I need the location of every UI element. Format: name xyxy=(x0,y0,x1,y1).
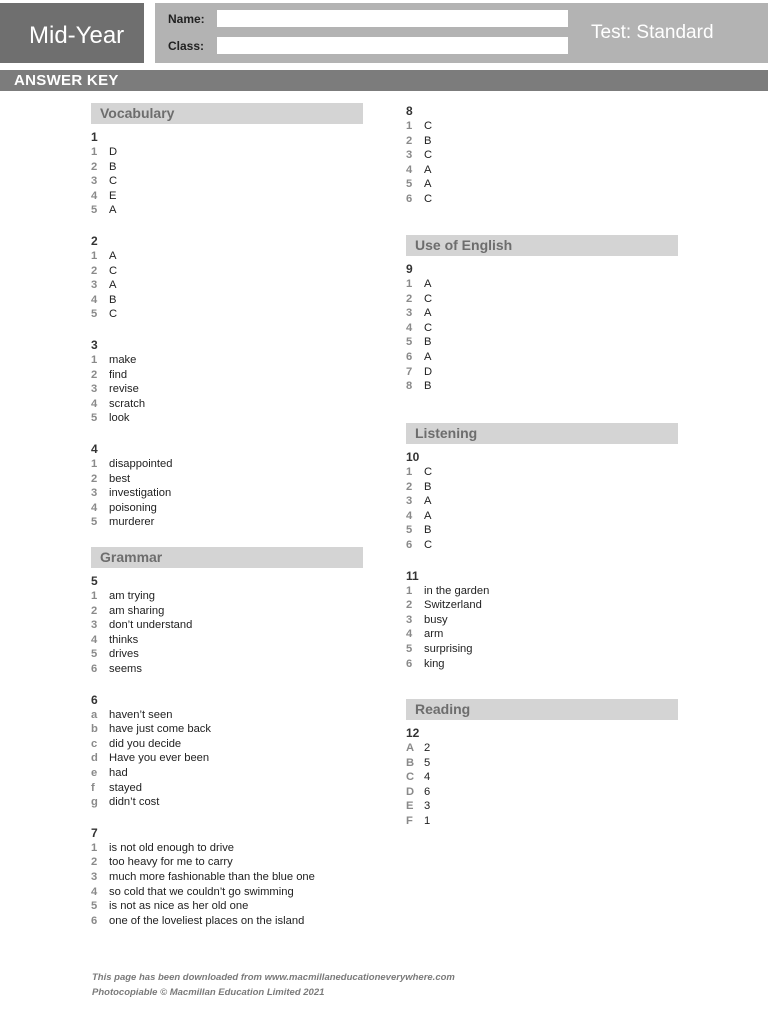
answer-text: C xyxy=(424,321,433,334)
question-group xyxy=(91,574,363,677)
answer-row xyxy=(91,618,363,633)
answer-row xyxy=(406,598,678,613)
item-label: 2 xyxy=(91,264,98,277)
item-label: 5 xyxy=(91,900,98,913)
item-label: 5 xyxy=(91,412,98,425)
answer-text: 4 xyxy=(424,771,431,784)
title-tab xyxy=(0,3,144,63)
answer-text: am sharing xyxy=(109,604,165,617)
answer-text: B xyxy=(424,336,432,349)
answer-row xyxy=(406,584,678,599)
answer-row xyxy=(91,722,363,737)
item-label: C xyxy=(406,771,415,784)
answer-text: A xyxy=(424,278,432,290)
item-label: 1 xyxy=(91,457,98,470)
answer-text: don’t understand xyxy=(109,619,193,632)
answer-row xyxy=(91,515,363,530)
answer-text: didn’t cost xyxy=(109,796,160,809)
question-number: 2 xyxy=(91,233,98,248)
item-label: 3 xyxy=(406,495,413,508)
answer-text: B xyxy=(109,293,117,306)
answer-text: Have you ever been xyxy=(109,752,210,765)
item-label: 2 xyxy=(91,368,98,381)
answer-text: stayed xyxy=(109,781,142,794)
answer-text: am trying xyxy=(109,590,156,602)
answer-text: 6 xyxy=(424,785,431,798)
question-group xyxy=(406,450,678,553)
footer-download-note: This page has been downloaded from www.macmillaneducationeverywhere.com xyxy=(92,972,455,983)
answer-text: C xyxy=(424,292,433,305)
item-label: 2 xyxy=(406,292,413,305)
question-number: 1 xyxy=(91,130,98,144)
answer-row xyxy=(406,785,678,800)
item-label: 2 xyxy=(91,604,98,617)
item-label: 1 xyxy=(406,120,413,132)
question-number: 3 xyxy=(91,337,98,352)
item-label: 1 xyxy=(91,841,98,854)
item-label: 2 xyxy=(91,856,98,869)
item-label: 6 xyxy=(406,657,413,670)
answer-row xyxy=(91,486,363,501)
item-label: 4 xyxy=(406,628,413,641)
question-group xyxy=(91,442,363,530)
item-label: 1 xyxy=(91,249,98,262)
question-group xyxy=(91,338,363,426)
answer-row xyxy=(91,457,363,472)
answer-row xyxy=(406,657,678,672)
item-label: 4 xyxy=(91,885,98,898)
answer-row xyxy=(91,855,363,870)
answer-text: 2 xyxy=(424,742,431,754)
item-label: 6 xyxy=(91,914,98,927)
answer-text: best xyxy=(109,472,131,485)
answer-row xyxy=(406,119,678,134)
name-label: Name: xyxy=(168,12,205,26)
page-title: Mid-Year xyxy=(29,22,125,49)
answer-text: C xyxy=(424,192,433,205)
question-number: 8 xyxy=(406,104,413,118)
item-label: 5 xyxy=(91,648,98,661)
answer-row xyxy=(406,509,678,524)
answer-text: have just come back xyxy=(109,723,211,736)
item-label: f xyxy=(91,781,95,794)
answer-text: B xyxy=(424,524,432,537)
answer-row xyxy=(91,633,363,648)
answer-row xyxy=(406,799,678,814)
answer-row xyxy=(91,841,363,856)
answer-text: so cold that we couldn’t go swimming xyxy=(109,885,294,898)
section-use-of-english xyxy=(406,235,678,410)
answer-row xyxy=(91,353,363,368)
item-label: g xyxy=(91,796,98,809)
answer-row xyxy=(406,494,678,509)
item-label: 4 xyxy=(91,189,98,202)
item-label: 6 xyxy=(406,192,413,205)
answer-text: C xyxy=(109,308,118,321)
answer-text: surprising xyxy=(424,642,473,655)
answer-text: 5 xyxy=(424,756,431,769)
item-label: 3 xyxy=(91,383,98,396)
section-reading xyxy=(406,699,678,845)
answer-row xyxy=(406,163,678,178)
question-group xyxy=(406,569,678,672)
answer-key-banner xyxy=(0,70,768,91)
item-label: 3 xyxy=(91,619,98,632)
item-label: 3 xyxy=(406,307,413,320)
answer-row xyxy=(91,145,363,160)
answer-text: revise xyxy=(109,383,139,396)
class-field[interactable] xyxy=(217,37,568,54)
answer-text: C xyxy=(109,264,118,277)
answer-text: C xyxy=(424,120,433,132)
question-group xyxy=(91,130,363,218)
answer-row xyxy=(406,277,678,292)
section-heading: Reading xyxy=(406,699,678,720)
answer-row xyxy=(91,397,363,412)
item-label: 3 xyxy=(406,613,413,626)
answer-text: is not old enough to drive xyxy=(109,841,235,854)
answer-row xyxy=(91,766,363,781)
answer-text: A xyxy=(424,307,432,320)
item-label: 4 xyxy=(91,633,98,646)
answer-text: A xyxy=(424,163,432,176)
item-label: 8 xyxy=(406,380,413,393)
answer-row xyxy=(91,382,363,397)
answer-text: murderer xyxy=(109,516,155,529)
item-label: 6 xyxy=(406,350,413,363)
answer-row xyxy=(406,379,678,394)
question-number: 6 xyxy=(91,692,98,707)
answer-row xyxy=(406,134,678,149)
item-label: 3 xyxy=(406,149,413,162)
question-number: 4 xyxy=(91,441,98,456)
answer-text: C xyxy=(424,149,433,162)
answer-row xyxy=(91,203,363,218)
answer-text: poisoning xyxy=(109,501,157,514)
question-group xyxy=(91,234,363,322)
answer-row xyxy=(91,899,363,914)
question-number: 5 xyxy=(91,574,98,588)
item-label: D xyxy=(406,785,415,798)
answer-text: king xyxy=(424,657,445,670)
answer-row xyxy=(91,589,363,604)
answer-row xyxy=(406,756,678,771)
answer-text: make xyxy=(109,353,137,366)
question-number: 7 xyxy=(91,825,98,840)
item-label: d xyxy=(91,752,98,765)
section-question-8 xyxy=(406,100,678,223)
answer-text: one of the loveliest places on the island xyxy=(109,914,305,927)
item-label: E xyxy=(406,800,414,813)
answer-text: A xyxy=(424,178,432,191)
answer-text: D xyxy=(109,146,118,158)
footer xyxy=(92,971,455,1000)
footer-copyright: Photocopiable © Macmillan Education Limited 2021 xyxy=(92,986,325,998)
item-label: e xyxy=(91,766,98,779)
item-label: 6 xyxy=(91,662,98,675)
item-label: 4 xyxy=(406,163,413,176)
item-label: c xyxy=(91,737,98,750)
answer-row xyxy=(406,480,678,495)
answer-row xyxy=(406,365,678,380)
answer-row xyxy=(91,307,363,322)
answer-text: Switzerland xyxy=(424,599,482,612)
answer-text: haven’t seen xyxy=(109,708,173,721)
answer-text: A xyxy=(109,279,117,292)
answer-row xyxy=(406,465,678,480)
question-group xyxy=(406,726,678,829)
item-label: 5 xyxy=(406,642,413,655)
item-label: 3 xyxy=(91,279,98,292)
answer-text: E xyxy=(109,189,117,202)
answer-row xyxy=(91,795,363,810)
item-label: 4 xyxy=(91,501,98,514)
answer-row xyxy=(91,278,363,293)
answer-text: too heavy for me to carry xyxy=(109,856,233,869)
answer-text: 1 xyxy=(424,814,431,827)
item-label: 1 xyxy=(91,590,98,602)
answer-row xyxy=(91,472,363,487)
answer-row xyxy=(406,538,678,553)
answer-row xyxy=(91,189,363,204)
name-field[interactable] xyxy=(217,10,568,27)
item-label: 2 xyxy=(406,599,413,612)
item-label: 1 xyxy=(91,353,98,366)
question-number: 10 xyxy=(406,450,420,464)
answer-row xyxy=(406,627,678,642)
item-label: A xyxy=(406,742,415,754)
answer-row xyxy=(406,292,678,307)
answer-row xyxy=(406,321,678,336)
item-label: b xyxy=(91,723,98,736)
section-listening xyxy=(406,423,678,687)
answer-row xyxy=(406,192,678,207)
answer-text: scratch xyxy=(109,397,146,410)
item-label: 2 xyxy=(91,160,98,173)
answer-row xyxy=(91,411,363,426)
answer-row xyxy=(406,148,678,163)
item-label: 4 xyxy=(406,509,413,522)
item-label: 1 xyxy=(406,278,413,290)
answer-text: A xyxy=(424,495,432,508)
item-label: 4 xyxy=(406,321,413,334)
question-number: 12 xyxy=(406,726,420,740)
question-group xyxy=(91,693,363,810)
answer-row xyxy=(91,174,363,189)
answer-row xyxy=(91,708,363,723)
item-label: B xyxy=(406,756,415,769)
item-label: 5 xyxy=(406,336,413,349)
answer-row xyxy=(91,647,363,662)
item-label: 1 xyxy=(406,584,413,597)
answer-text: B xyxy=(424,380,432,393)
answer-row xyxy=(406,335,678,350)
item-label: 2 xyxy=(406,480,413,493)
item-label: 5 xyxy=(91,204,98,217)
answer-row xyxy=(91,293,363,308)
answer-row xyxy=(91,751,363,766)
answer-text: B xyxy=(424,480,432,493)
answer-text: thinks xyxy=(109,633,139,646)
answer-row xyxy=(406,814,678,829)
answer-row xyxy=(406,642,678,657)
item-label: 5 xyxy=(406,178,413,191)
section-heading: Grammar xyxy=(91,547,363,568)
question-group xyxy=(406,104,678,207)
section-grammar xyxy=(91,547,363,944)
answer-row xyxy=(406,350,678,365)
answer-row xyxy=(91,249,363,264)
answer-text: B xyxy=(109,160,117,173)
section-heading: Listening xyxy=(406,423,678,444)
answer-row xyxy=(91,781,363,796)
item-label: a xyxy=(91,708,98,721)
section-heading: Vocabulary xyxy=(91,103,363,124)
answer-row xyxy=(91,604,363,619)
answer-row xyxy=(91,885,363,900)
item-label: 4 xyxy=(91,397,98,410)
question-group xyxy=(406,262,678,394)
question-number: 9 xyxy=(406,262,413,276)
answer-row xyxy=(406,523,678,538)
answer-row xyxy=(91,368,363,383)
answer-text: arm xyxy=(424,628,444,641)
class-label: Class: xyxy=(168,39,205,53)
answer-key-title: ANSWER KEY xyxy=(14,72,119,89)
answer-text: C xyxy=(424,538,433,551)
test-type-label: Test: Standard xyxy=(591,22,714,43)
item-label: 3 xyxy=(91,487,98,500)
item-label: 3 xyxy=(91,175,98,188)
question-group xyxy=(91,826,363,929)
answer-text: A xyxy=(424,509,432,522)
answer-text: much more fashionable than the blue one xyxy=(109,870,315,883)
answer-row xyxy=(91,501,363,516)
answer-text: did you decide xyxy=(109,737,182,750)
answer-row xyxy=(406,306,678,321)
answer-text: C xyxy=(424,466,433,478)
item-label: 5 xyxy=(91,516,98,529)
answer-row xyxy=(91,870,363,885)
answer-row xyxy=(91,662,363,677)
item-label: 1 xyxy=(406,466,413,478)
answer-row xyxy=(406,613,678,628)
answer-text: A xyxy=(424,350,432,363)
answer-text: D xyxy=(424,365,433,378)
answer-row xyxy=(406,177,678,192)
item-label: 6 xyxy=(406,538,413,551)
answer-text: had xyxy=(109,766,128,779)
answer-text: in the garden xyxy=(424,584,490,597)
question-number: 11 xyxy=(406,568,419,583)
answer-text: disappointed xyxy=(109,457,173,470)
item-label: 5 xyxy=(406,524,413,537)
answer-row xyxy=(406,770,678,785)
answer-text: B xyxy=(424,134,432,147)
item-label: 7 xyxy=(406,365,413,378)
answer-text: look xyxy=(109,412,130,425)
item-label: 1 xyxy=(91,146,98,158)
answer-text: A xyxy=(109,204,117,217)
answer-text: A xyxy=(109,249,117,262)
answer-text: 3 xyxy=(424,800,431,813)
item-label: 2 xyxy=(91,472,98,485)
answer-text: investigation xyxy=(109,487,172,500)
answer-row xyxy=(91,914,363,929)
item-label: 5 xyxy=(91,308,98,321)
item-label: F xyxy=(406,814,413,827)
item-label: 4 xyxy=(91,293,98,306)
answer-text: drives xyxy=(109,648,139,661)
answer-row xyxy=(91,264,363,279)
answer-text: is not as nice as her old one xyxy=(109,900,249,913)
item-label: 3 xyxy=(91,870,98,883)
answer-text: seems xyxy=(109,662,142,675)
answer-row xyxy=(91,160,363,175)
section-heading: Use of English xyxy=(406,235,678,256)
answer-text: busy xyxy=(424,613,448,626)
answer-text: find xyxy=(109,368,128,381)
answer-text: C xyxy=(109,175,118,188)
section-vocabulary xyxy=(91,103,363,546)
answer-row xyxy=(91,737,363,752)
item-label: 2 xyxy=(406,134,413,147)
header-bar xyxy=(155,3,768,63)
answer-row xyxy=(406,741,678,756)
